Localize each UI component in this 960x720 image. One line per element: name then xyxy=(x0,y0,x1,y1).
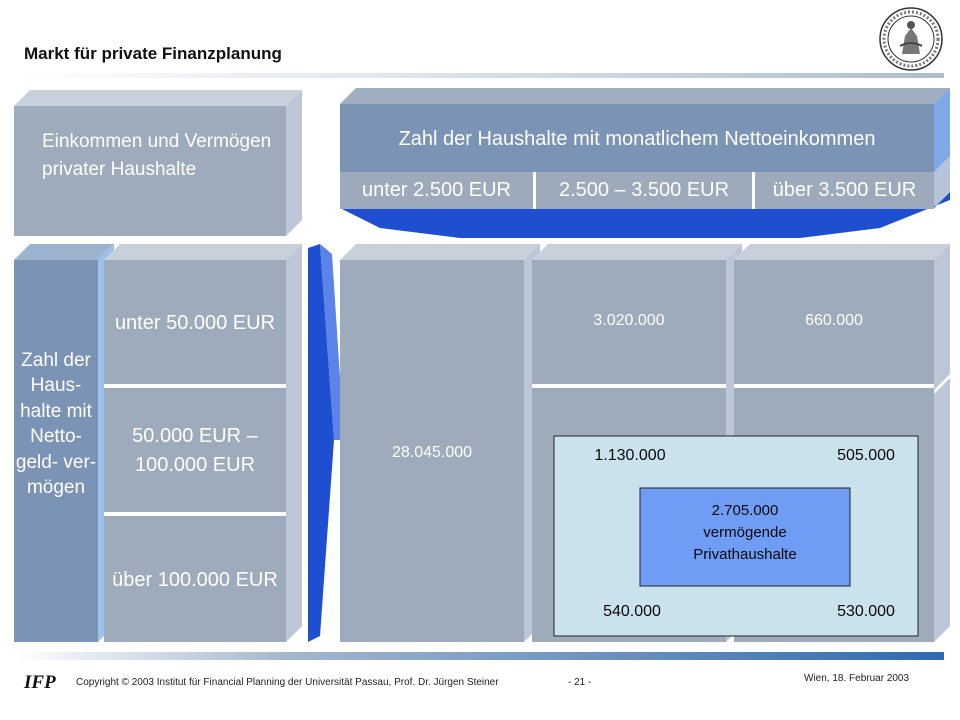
university-seal-icon xyxy=(872,6,950,72)
wealth-axis-title: Zahl der Haus- halte mit Netto- geld- ver- mögen xyxy=(15,349,97,498)
copyright-text: Copyright © 2003 Institut für Financial Planning der Universität Passau, Prof. Dr. Jürgen Steiner xyxy=(76,677,499,688)
cell-mid-income-mid-wealth: 1.130.000 xyxy=(594,447,666,464)
income-header-title: Zahl der Haushalte mit monatlichem Nettoeinkommen xyxy=(398,128,876,150)
income-category-mid: 2.500 – 3.500 EUR xyxy=(536,172,752,209)
footer-divider xyxy=(14,652,944,660)
cell-mid-income-high-wealth: 540.000 xyxy=(603,603,661,620)
cell-total-low-income: 28.045.000 xyxy=(391,444,473,461)
cell-mid-income-low-wealth: 3.020.000 xyxy=(593,312,665,329)
highlight-label-1: vermögende xyxy=(703,524,787,541)
date-text: Wien, 18. Februar 2003 xyxy=(804,673,910,684)
header-divider xyxy=(14,73,944,78)
income-categories xyxy=(340,172,934,209)
wealthy-households-highlight xyxy=(640,500,850,566)
wealth-category-low: unter 50.000 EUR xyxy=(114,311,276,334)
cell-high-income-low-wealth: 660.000 xyxy=(805,312,863,329)
page-number: - 21 - xyxy=(568,677,592,688)
cell-high-income-high-wealth: 530.000 xyxy=(837,603,895,620)
wealth-category-high: über 100.000 EUR xyxy=(112,568,278,591)
cell-high-income-mid-wealth: 505.000 xyxy=(837,447,895,464)
highlight-count: 2.705.000 xyxy=(711,502,779,519)
page-title: Markt für private Finanzplanung xyxy=(24,44,282,63)
wealth-category-mid: 50.000 EUR – 100.000 EUR xyxy=(132,425,258,476)
ifp-logo: IFP xyxy=(24,672,56,693)
income-category-high: über 3.500 EUR xyxy=(755,172,934,209)
income-wealth-label: Einkommen und Vermögen privater Haushalte xyxy=(42,131,272,180)
income-category-low: unter 2.500 EUR xyxy=(340,172,533,209)
highlight-label-2: Privathaushalte xyxy=(693,546,797,563)
